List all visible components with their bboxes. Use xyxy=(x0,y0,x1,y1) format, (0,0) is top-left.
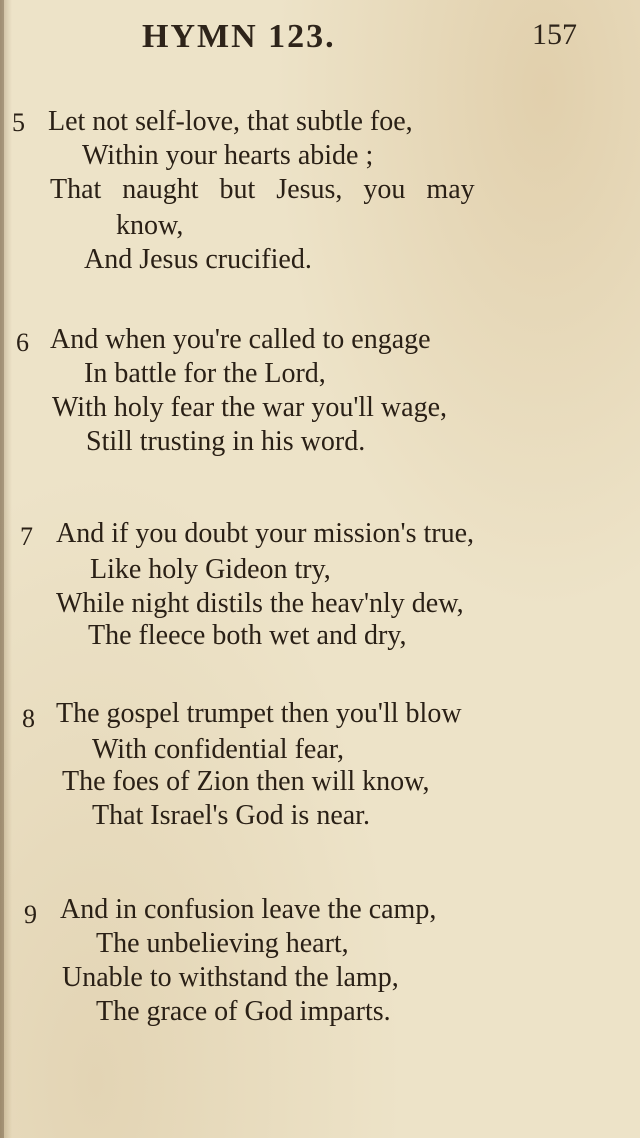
verse-line: While night distils the heav'nly dew, xyxy=(56,588,464,619)
verse-line: With holy fear the war you'll wage, xyxy=(52,392,448,423)
hymn-title: HYMN 123. xyxy=(142,18,336,55)
page-header xyxy=(0,18,640,68)
verse-line: know, xyxy=(116,210,184,241)
verse-line: And if you doubt your mission's true, xyxy=(56,518,475,549)
verse-line: Like holy Gideon try, xyxy=(90,554,331,585)
stanza-number: 6 xyxy=(16,328,29,357)
stanza-number: 8 xyxy=(22,704,35,733)
verse-line: With confidential fear, xyxy=(92,734,344,765)
verse-line: In battle for the Lord, xyxy=(84,358,326,389)
verse-line: That naught but Jesus, you may xyxy=(50,174,475,205)
verse-line: Unable to withstand the lamp, xyxy=(62,962,399,993)
verse-line: And when you're called to engage xyxy=(50,324,431,355)
verse-line: Let not self-love, that subtle foe, xyxy=(48,106,413,137)
verse-line: The grace of God imparts. xyxy=(96,996,391,1027)
verse-line: The unbelieving heart, xyxy=(96,928,349,959)
stanza-number: 5 xyxy=(12,108,25,137)
verse-line: Within your hearts abide ; xyxy=(82,140,374,171)
verse-line: The fleece both wet and dry, xyxy=(88,620,407,651)
page-binding-edge xyxy=(0,0,4,1138)
verse-line: That Israel's God is near. xyxy=(92,800,370,831)
page-number: 157 xyxy=(532,18,577,51)
stanza-number: 9 xyxy=(24,900,37,929)
verse-line: And in confusion leave the camp, xyxy=(60,894,437,925)
verse-line: And Jesus crucified. xyxy=(84,244,312,275)
stanza-number: 7 xyxy=(20,522,33,551)
verse-line: Still trusting in his word. xyxy=(86,426,366,457)
verse-line: The foes of Zion then will know, xyxy=(62,766,430,797)
verse-line: The gospel trumpet then you'll blow xyxy=(56,698,462,729)
